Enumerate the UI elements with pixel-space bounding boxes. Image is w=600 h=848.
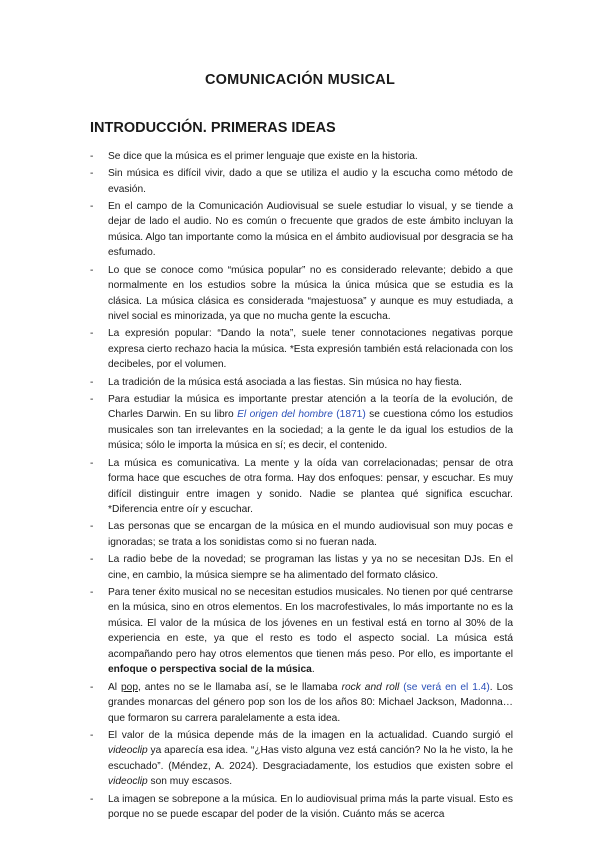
bullet-dash: - bbox=[90, 457, 94, 469]
document-title: COMUNICACIÓN MUSICAL bbox=[204, 72, 396, 88]
item-text: La radio bebe de la novedad; se programan las listas y ya no se necesitan DJs. En el cine, en cambio, la música siempre se ha alimentado del formato clásico. bbox=[108, 554, 513, 581]
list-item bbox=[90, 552, 513, 583]
list-item bbox=[90, 585, 513, 678]
item-text: La tradición de la música está asociada a las fiestas. Sin música no hay fiesta. bbox=[108, 376, 462, 388]
bullet-dash: - bbox=[90, 328, 94, 340]
list-item bbox=[90, 519, 513, 550]
item-text: . Los grandes monarcas del género pop son los de los años 80: Michael Jackson, Madonna… que formaron su carrera paralelamente a esta idea. bbox=[108, 681, 513, 724]
bullet-dash: - bbox=[90, 793, 94, 805]
italic-term: videoclip bbox=[108, 745, 148, 757]
bullet-dash: - bbox=[90, 586, 94, 598]
italic-term: rock and roll bbox=[341, 681, 400, 693]
item-text: ya aparecía esa idea. “¿Has visto alguna vez está canción? No la he visto, la he escuchado”. (Méndez, A. 2024). Desgraciadamente, los estudios que existen sobre el bbox=[108, 745, 513, 772]
list-item bbox=[90, 166, 513, 197]
bullet-dash: - bbox=[90, 264, 94, 276]
list-item bbox=[90, 456, 513, 518]
item-text: , antes no se le llamaba así, se le llamaba bbox=[138, 681, 342, 693]
list-item bbox=[90, 792, 513, 823]
list-item bbox=[90, 375, 513, 391]
item-text: En el campo de la Comunicación Audiovisual se suele estudiar lo visual, y se tiende a dejar de lado el audio. No es común o frecuente que grados de este ámbito incluyan la música. Algo tan importante como la música en el ámbito audiovisual por desgracia se ha esfumado. bbox=[108, 200, 513, 259]
list-item bbox=[90, 680, 513, 727]
bullet-dash: - bbox=[90, 151, 94, 162]
bullet-dash: - bbox=[90, 168, 94, 180]
list-item bbox=[90, 149, 513, 165]
item-text: . bbox=[311, 664, 315, 676]
item-text: La imagen se sobrepone a la música. En lo audiovisual prima más la parte visual. Esto es porque no se puede escapar del poder de la visión. Cuánto más se acerca bbox=[108, 793, 513, 821]
list-item bbox=[90, 263, 513, 325]
book-title-link[interactable]: El origen del hombre bbox=[237, 409, 333, 421]
list-item bbox=[90, 392, 513, 454]
underlined-term: pop bbox=[121, 681, 138, 693]
bullet-dash: - bbox=[90, 393, 94, 405]
bullet-dash: - bbox=[90, 681, 94, 693]
item-text: son muy escasos. bbox=[147, 776, 233, 788]
bullet-list bbox=[90, 149, 513, 824]
item-text: La música es comunicativa. La mente y la oída van correlacionadas; pensar de otra forma hace que escuches de otra forma. Hay dos enfoques: pensar, y escuchar. Es muy difícil distinguir entre imagen y sonido. Nadie se plantea qué significa escuchar. *Diferencia entre oír y escuchar. bbox=[108, 457, 513, 516]
bullet-dash: - bbox=[90, 521, 94, 533]
item-text: Para tener éxito musical no se necesitan estudios musicales. No tienen por qué centrarse en la música, sino en otros elementos. En los macrofestivales, lo más importante no es la música. El valor de la música de los jóvenes en un festival está en torno al 30% de la experiencia en este, ya que el resto es todo el aspecto social. La música está acompañando pero hay otros elementos que tienen más peso. Por ello, es importante el bbox=[108, 586, 513, 660]
item-text: El valor de la música depende más de la imagen en la actualidad. Cuando surgió el bbox=[108, 729, 513, 741]
list-item bbox=[90, 326, 513, 373]
bullet-dash: - bbox=[90, 376, 94, 388]
item-text: se cuestiona cómo los estudios musicales son tan irrelevantes en la sociedad; a la gente le da igual los estudios de la música; sólo le importa la música en sí; es decir, el contenido. bbox=[108, 409, 514, 452]
item-text: Sin música es difícil vivir, dado a que se utiliza el audio y la escucha como método de evasión. bbox=[108, 168, 513, 195]
section-heading: INTRODUCCIÓN. PRIMERAS IDEAS bbox=[90, 120, 336, 136]
italic-term: videoclip bbox=[108, 776, 148, 788]
item-text: Lo que se conoce como “música popular” no es considerado relevante; debido a que normalmente en los estudios sobre la música la única música que se estudia es la clásica. La música clásica es considerada “majestuosa” y aunque es muy estudiada, a nivel social es minorizada, ya que no mucha gente la escucha. bbox=[108, 264, 513, 323]
item-text: Para estudiar la música es importante prestar atención a la teoría de la evolución, de Charles Darwin. En su libro bbox=[108, 393, 513, 421]
item-text: Se dice que la música es el primer lenguaje que existe en la historia. bbox=[108, 151, 418, 162]
item-text: La expresión popular: “Dando la nota”, suele tener connotaciones negativas porque expresa cierto rechazo hacia la música. *Esta expresión también está relacionada con los decibeles, por el volumen. bbox=[108, 328, 513, 371]
list-item bbox=[90, 728, 513, 790]
bullet-dash: - bbox=[90, 554, 94, 566]
item-text: Al bbox=[108, 681, 121, 693]
bullet-dash: - bbox=[90, 200, 94, 212]
list-item bbox=[90, 199, 513, 261]
bullet-dash: - bbox=[90, 729, 94, 741]
book-year-link[interactable]: (1871) bbox=[332, 409, 366, 421]
cross-reference-link[interactable]: (se verá en el 1.4) bbox=[399, 681, 490, 693]
item-text: Las personas que se encargan de la música en el mundo audiovisual son muy pocas e ignoradas; se trata a los sonidistas como si no fueran nada. bbox=[108, 521, 513, 548]
bold-emphasis: enfoque o perspectiva social de la música bbox=[108, 664, 312, 676]
